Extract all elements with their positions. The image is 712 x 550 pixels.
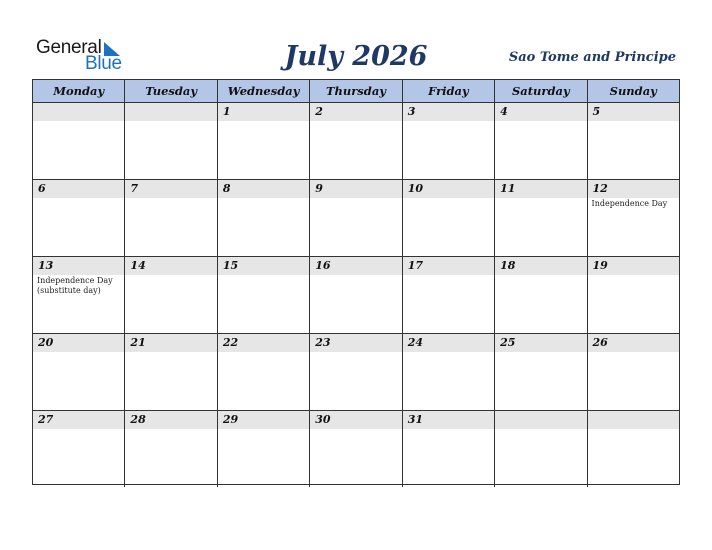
day-cell <box>33 334 125 410</box>
day-cell <box>310 411 402 487</box>
holiday-label: Independence Day <box>591 199 668 208</box>
holiday-label: Independence Day (substitute day) <box>37 276 113 295</box>
day-cell <box>33 103 125 179</box>
calendar-grid <box>32 79 680 485</box>
day-cell <box>588 103 679 179</box>
logo-general-text: General <box>36 37 102 58</box>
day-number-band <box>33 103 124 121</box>
day-number: 11 <box>500 182 516 195</box>
week-row <box>33 411 679 487</box>
weekday-header-row <box>33 80 679 103</box>
month-title: July 2026 <box>284 41 428 72</box>
logo-blue-text: Blue <box>85 53 122 74</box>
day-number: 6 <box>38 182 46 195</box>
day-cell <box>33 257 125 333</box>
day-cell <box>495 103 587 179</box>
day-cell <box>495 334 587 410</box>
day-number: 19 <box>592 259 608 272</box>
day-number: 31 <box>407 413 423 426</box>
day-number-band <box>125 180 216 198</box>
day-cell <box>218 180 310 256</box>
day-cell <box>125 257 217 333</box>
day-cell <box>310 257 402 333</box>
day-number: 21 <box>130 336 146 349</box>
day-number: 12 <box>592 182 608 195</box>
day-number: 4 <box>500 105 508 118</box>
day-number: 24 <box>407 336 423 349</box>
day-number: 17 <box>407 259 423 272</box>
day-cell <box>588 334 679 410</box>
day-cell <box>310 103 402 179</box>
day-number: 29 <box>222 413 239 426</box>
day-number: 18 <box>500 259 516 272</box>
day-number-band <box>218 103 309 121</box>
day-cell <box>125 103 217 179</box>
day-number-band <box>495 103 586 121</box>
day-cell <box>218 103 310 179</box>
day-cell <box>403 411 495 487</box>
day-number: 3 <box>407 105 416 118</box>
day-cell <box>310 334 402 410</box>
weekday-tuesday: Tuesday <box>125 80 217 102</box>
day-cell <box>403 180 495 256</box>
day-number: 20 <box>38 336 54 349</box>
day-cell <box>588 257 679 333</box>
day-cell <box>495 257 587 333</box>
weekday-thursday: Thursday <box>310 80 402 102</box>
day-cell <box>588 180 679 256</box>
day-cell <box>403 257 495 333</box>
day-number: 14 <box>130 259 146 272</box>
day-number-band <box>218 180 309 198</box>
weekday-sunday: Sunday <box>609 84 657 98</box>
day-number: 23 <box>315 336 331 349</box>
day-number: 22 <box>222 336 239 349</box>
day-cell <box>495 180 587 256</box>
day-number: 25 <box>500 336 516 349</box>
day-number-band <box>125 103 216 121</box>
day-cell <box>403 334 495 410</box>
day-number: 13 <box>38 259 54 272</box>
day-number: 27 <box>38 413 54 426</box>
country-name: Sao Tome and Principe <box>508 50 676 65</box>
day-cell <box>495 411 587 487</box>
day-number: 10 <box>407 182 423 195</box>
day-number: 15 <box>222 259 239 272</box>
day-cell <box>125 334 217 410</box>
day-number-band <box>33 180 124 198</box>
day-cell <box>125 180 217 256</box>
day-cell <box>218 334 310 410</box>
day-cell <box>403 103 495 179</box>
day-cell <box>33 180 125 256</box>
week-row <box>33 257 679 334</box>
weekday-saturday: Saturday <box>495 80 587 102</box>
day-cell <box>125 411 217 487</box>
day-number-band <box>495 411 586 429</box>
day-number: 30 <box>315 413 331 426</box>
week-row <box>33 103 679 180</box>
weekday-monday: Monday <box>33 80 125 102</box>
day-number: 28 <box>130 413 146 426</box>
day-number-band <box>403 103 494 121</box>
day-number: 16 <box>315 259 331 272</box>
day-number-band <box>310 103 401 121</box>
day-number-band <box>310 180 401 198</box>
day-number: 2 <box>315 105 323 118</box>
day-cell <box>588 411 679 487</box>
day-number-band <box>588 411 679 429</box>
day-number: 8 <box>222 182 231 195</box>
day-cell <box>310 180 402 256</box>
weekday-friday: Friday <box>403 80 495 102</box>
weekday-wednesday: Wednesday <box>218 80 310 102</box>
day-cell <box>218 411 310 487</box>
day-cell <box>33 411 125 487</box>
day-number: 7 <box>130 182 139 195</box>
week-row <box>33 334 679 411</box>
day-number: 5 <box>592 105 601 118</box>
day-cell <box>218 257 310 333</box>
week-row <box>33 180 679 257</box>
day-number: 1 <box>222 105 231 118</box>
day-number: 26 <box>592 336 608 349</box>
day-number: 9 <box>315 182 323 195</box>
day-number-band <box>588 103 679 121</box>
